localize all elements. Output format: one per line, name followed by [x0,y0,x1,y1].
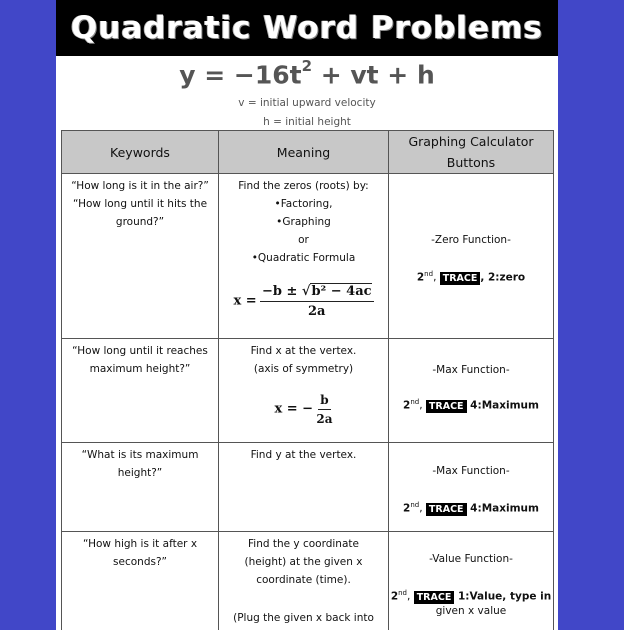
key-sequence: 2nd, TRACE 4:Maximum [403,398,539,412]
key-sequence: 2nd, TRACE 4:Maximum [403,501,539,515]
key-sequence: 2nd, TRACE , 2:zero [416,270,526,284]
vertex-formula: x = − $\frac{b}{2a}$ [274,393,333,426]
row4-keywords: “How high is it after x seconds?” [61,531,219,630]
problems-table [61,130,554,630]
header-meaning: Meaning [218,130,389,174]
row4-meaning: Find the y coordinate (height) at the given x coordinate (time). (Plug the given x back into [218,531,389,630]
formula-main: y = −16t [179,60,302,90]
main-formula [56,57,558,90]
title-banner [56,0,558,56]
row1-meaning: Find the zeros (roots) by: •Factoring, •Graphing or •Quadratic Formula x = $\frac{\text{−b ± √b² − 4ac}}{2a}$ [218,173,389,339]
row3-buttons: -Max Function- 2nd, TRACE 4:Maximum [388,442,554,532]
key-sequence: 2nd, TRACE 1:Value, type in [390,589,552,603]
formula-exponent: 2 [301,57,312,75]
row1-buttons: -Zero Function- 2nd, TRACE , 2:zero [388,173,554,339]
definition-v: v = initial upward velocity [238,97,376,109]
worksheet [56,0,558,630]
definition-h: h = initial height [263,116,351,128]
header-keywords: Keywords [61,130,219,174]
row2-keywords: “How long until it reaches maximum height?” [61,338,219,443]
header-buttons: Graphing Calculator Buttons [388,130,554,174]
quadratic-formula: x = $\frac{\text{−b ± √b² − 4ac}}{2a}$ [233,284,372,319]
row2-buttons: -Max Function- 2nd, TRACE 4:Maximum [388,338,554,443]
row3-meaning: Find y at the vertex. [218,442,389,532]
row4-buttons: -Value Function- 2nd, TRACE 1:Value, type in given x value [388,531,554,630]
row3-keywords: “What is its maximum height?” [61,442,219,532]
row2-meaning: Find x at the vertex. (axis of symmetry) x = − $\frac{b}{2a}$ [218,338,389,443]
row1-keywords: “How long is it in the air?” “How long until it hits the ground?” [61,173,219,339]
page-title: Quadratic Word Problems [71,10,543,46]
formula-rest: + vt + h [312,60,435,90]
